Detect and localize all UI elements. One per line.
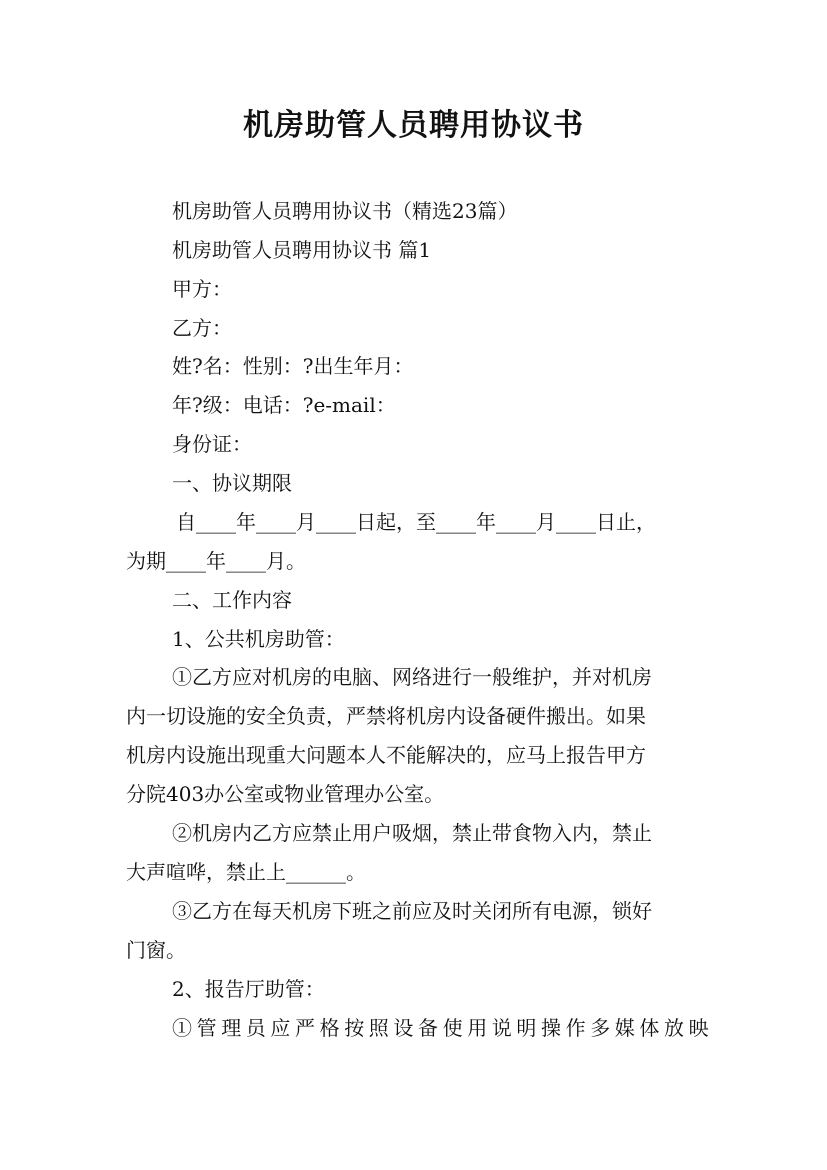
doc-line-subtitle: 机房助管人员聘用协议书（精选23篇） <box>172 199 518 223</box>
doc-line-term-heading: 一、协议期限 <box>172 471 292 495</box>
doc-line-party-a: 甲方： <box>172 277 232 301</box>
doc-line-paragraph: 机房内设施出现重大问题本人不能解决的，应马上报告甲方 <box>126 743 646 767</box>
doc-line-party-b: 乙方： <box>172 316 232 340</box>
doc-line-paragraph: ③乙方在每天机房下班之前应及时关闭所有电源，锁好 <box>172 899 652 923</box>
doc-line-paragraph: ①管理员应严格按照设备使用说明操作多媒体放映 <box>172 1016 714 1040</box>
doc-line-paragraph: 门窗。 <box>126 938 186 962</box>
document-title: 机房助管人员聘用协议书 <box>243 108 584 143</box>
doc-line-section-heading: 机房助管人员聘用协议书 篇1 <box>172 238 432 262</box>
doc-line-public-lab: 1、公共机房助管： <box>172 627 345 651</box>
doc-line-term-dates: 自____年____月____日起，至____年____月____日止， <box>176 510 656 534</box>
doc-line-hall-heading: 2、报告厅助管： <box>172 977 325 1001</box>
doc-line-paragraph: 内一切设施的安全负责，严禁将机房内设备硬件搬出。如果 <box>126 704 646 728</box>
doc-line-work-heading: 二、工作内容 <box>172 588 292 612</box>
doc-line-name-gender: 姓?名：性别：?出生年月： <box>172 354 414 378</box>
doc-line-id-card: 身份证： <box>172 432 252 456</box>
doc-line-paragraph: 分院403办公室或物业管理办公室。 <box>126 782 445 806</box>
doc-line-grade-phone: 年?级：电话：?e-mail： <box>172 393 396 417</box>
doc-line-term-duration: 为期____年____月。 <box>126 549 306 573</box>
doc-line-paragraph: ①乙方应对机房的电脑、网络进行一般维护，并对机房 <box>172 665 652 689</box>
doc-line-paragraph: ②机房内乙方应禁止用户吸烟，禁止带食物入内，禁止 <box>172 821 652 845</box>
doc-line-paragraph: 大声喧哗，禁止上______。 <box>126 860 366 884</box>
